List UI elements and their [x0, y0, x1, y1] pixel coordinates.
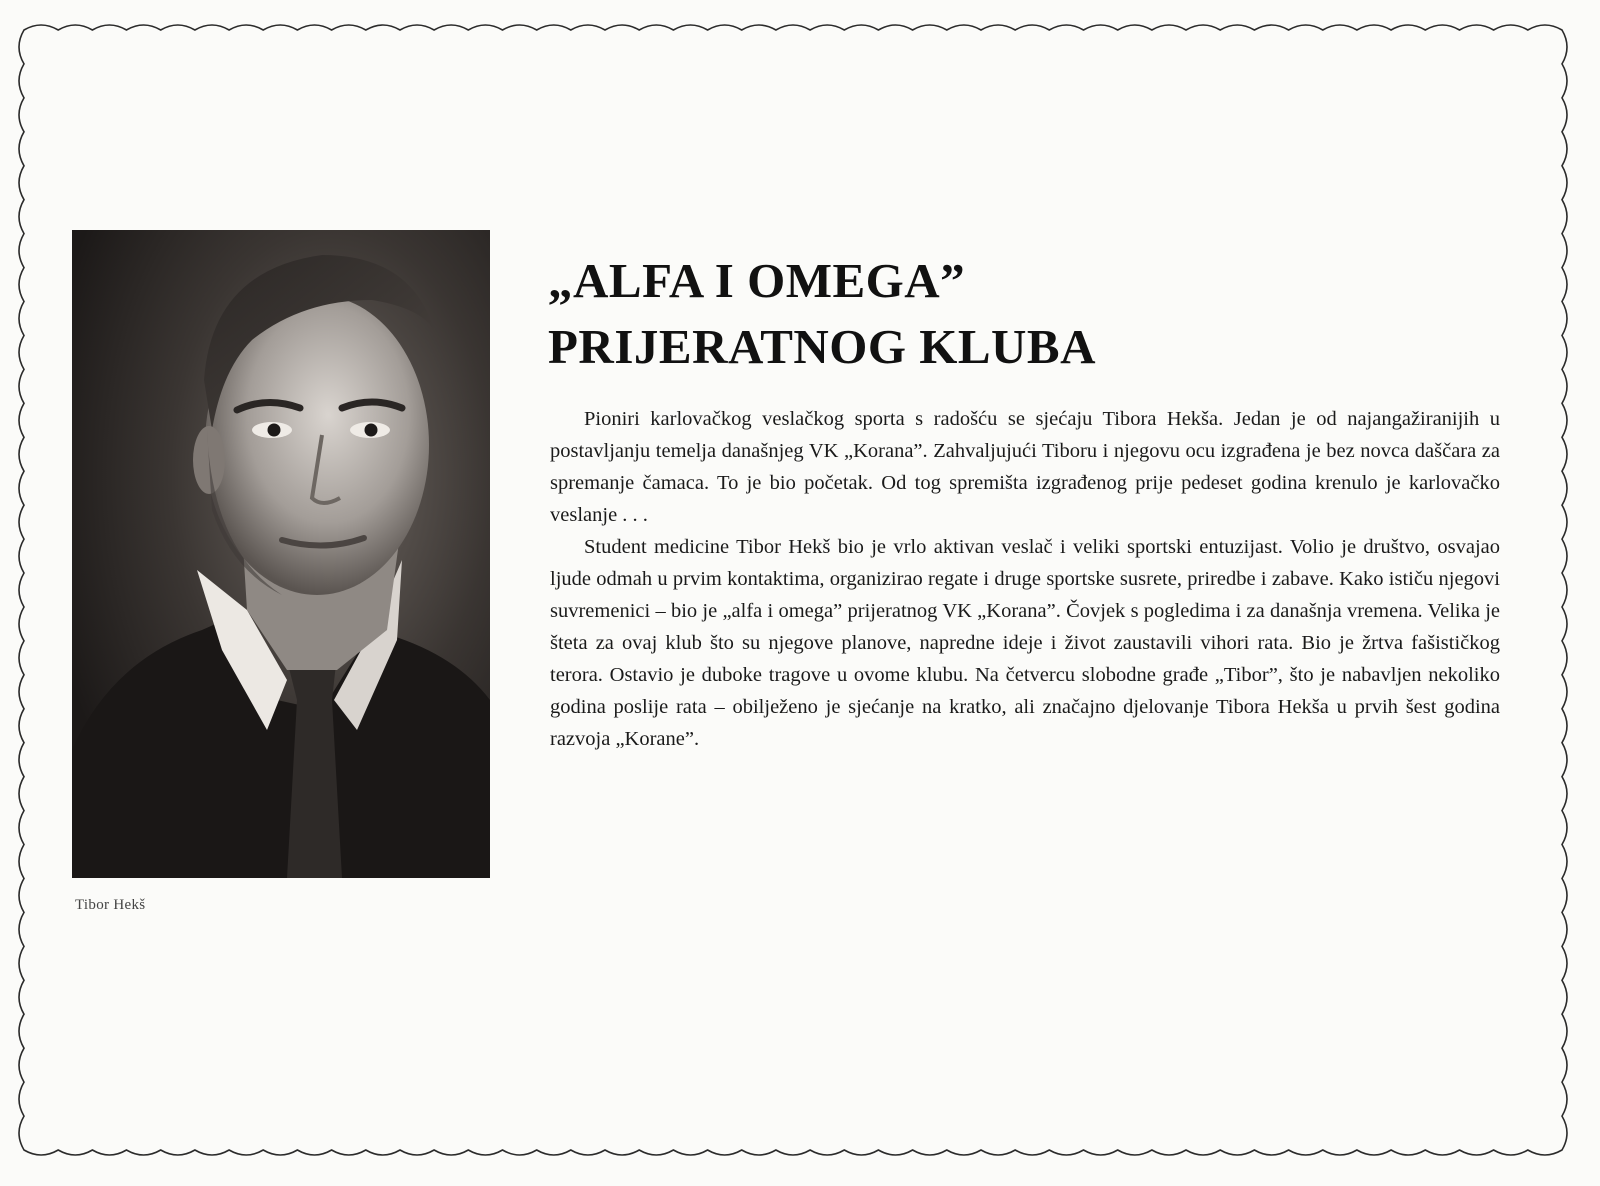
photo-caption: Tibor Hekš [75, 897, 146, 913]
title-line-2: PRIJERATNOG KLUBA [548, 319, 1097, 374]
article-body [550, 403, 1500, 755]
paragraph: Pioniri karlovačkog veslačkog sporta s radošću se sjećaju Tibora Hekša. Jedan je od najangažiranijih u postavljanju temelja današnjeg VK „Korana”. Zahvaljujući Tiboru i njegovu ocu izgrađena je bez novca daščara za spremanje čamaca. To je bio početak. Od tog spremišta izgrađenog prije pedeset godina krenulo je karlovačko veslanje . . . [550, 408, 1500, 526]
paragraph: Student medicine Tibor Hekš bio je vrlo aktivan veslač i veliki sportski entuzijast. Volio je društvo, osvajao ljude odmah u prvim kontaktima, organizirao regate i druge sportske susrete, priredbe i zabave. Kako ističu njegovi suvremenici – bio je „alfa i omega” prijeratnog VK „Korana”. Čovjek s pogledima i za današnja vremena. Velika je šteta za ovaj klub što su njegove planove, napredne ideje i život zaustavili vihori rata. Bio je žrtva fašističkog terora. Ostavio je duboke tragove u ovome klubu. Na četvercu slobodne građe „Tibor”, što je nabavljen nekoliko godina poslije rata – obilježeno je sjećanje na kratko, ali značajno djelovanje Tibora Hekša u prvih šest godina razvoja „Korane”. [550, 536, 1500, 750]
article-title [548, 248, 1508, 380]
portrait-photo [72, 230, 490, 878]
title-line-1: „ALFA I OMEGA” [548, 253, 966, 308]
